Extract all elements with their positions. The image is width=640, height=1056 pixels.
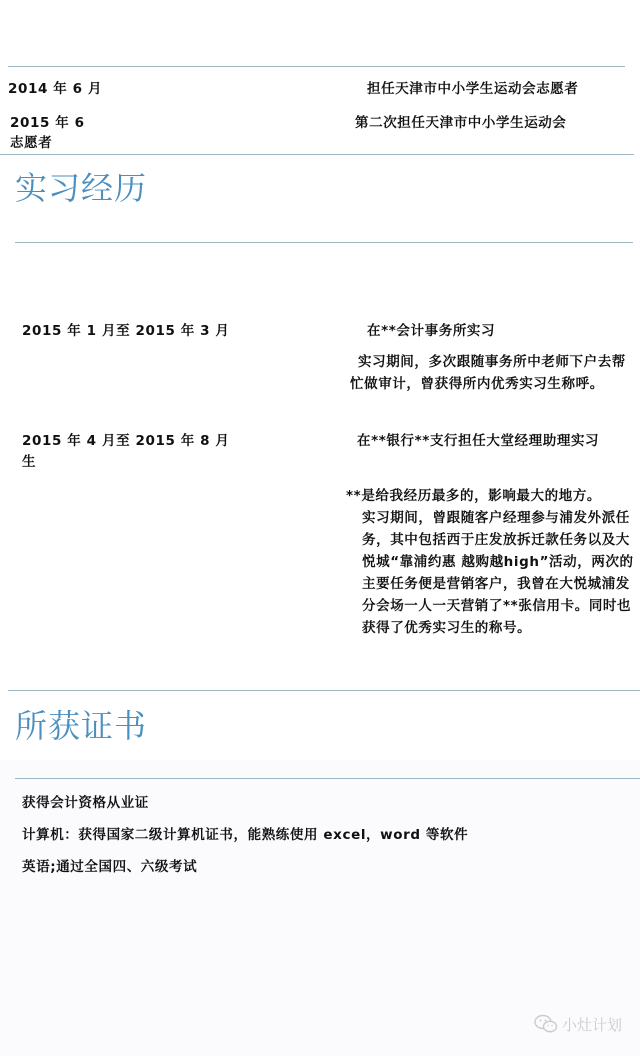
volunteer-date-1: 2014 年 6 月 <box>8 81 103 97</box>
watermark <box>534 1012 622 1036</box>
internship-1-date: 2015 年 1 月至 2015 年 3 月 <box>22 323 230 339</box>
divider-certificates-top <box>8 690 640 691</box>
internship-2-date: 2015 年 4 月至 2015 年 8 月 <box>22 433 230 449</box>
divider-internship-bottom <box>15 242 633 243</box>
watermark-text: 小灶计划 <box>561 1015 622 1034</box>
certificate-item: 计算机：获得国家二级计算机证书，能熟练使用 excel，word 等软件 <box>22 827 469 843</box>
certificate-item: 英语;通过全国四、六级考试 <box>22 859 198 875</box>
divider-top <box>8 66 625 67</box>
volunteer-desc-2: 第二次担任天津市中小学生运动会 <box>355 115 567 131</box>
volunteer-desc-1: 担任天津市中小学生运动会志愿者 <box>367 81 579 97</box>
internship-2-intro: **是给我经历最多的，影响最大的地方。 <box>346 488 602 504</box>
internship-2-date-continued: 生 <box>22 454 37 470</box>
volunteer-date-2: 2015 年 6 <box>10 115 85 131</box>
divider-internship-top <box>0 154 634 155</box>
certificates-heading: 所获证书 <box>15 707 148 745</box>
internship-2-title: 在**银行**支行担任大堂经理助理实习 <box>357 433 600 449</box>
divider-certificates-bottom <box>15 778 640 779</box>
internship-heading: 实习经历 <box>15 169 148 207</box>
wechat-icon <box>534 1013 558 1035</box>
certificate-item: 获得会计资格从业证 <box>22 795 149 811</box>
internship-1-body: 实习期间，多次跟随事务所中老师下户去帮忙做审计，曾获得所内优秀实习生称呼。 <box>350 354 626 392</box>
volunteer-desc-2-continued: 志愿者 <box>10 135 53 151</box>
internship-1-title: 在**会计事务所实习 <box>367 323 496 339</box>
internship-2-body: 实习期间，曾跟随客户经理参与浦发外派任务，其中包括西于庄发放拆迁款任务以及大悦城“靠浦约惠 越购越high”活动，两次的主要任务便是营销客户，我曾在大悦城浦发分会场一人一天营销了**张信用卡。同时也获得了优秀实习生的称号。 <box>362 510 634 636</box>
